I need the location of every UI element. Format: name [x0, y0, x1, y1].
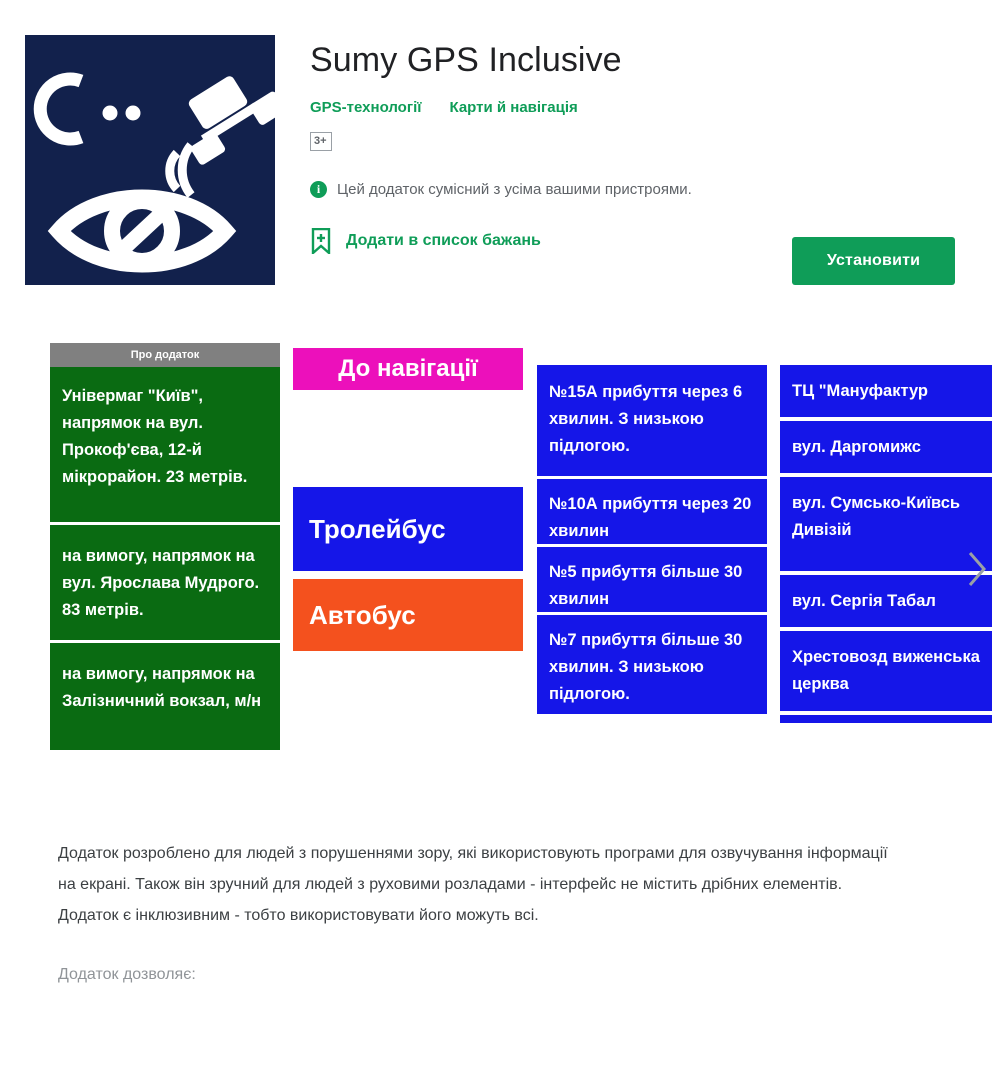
- screenshot-3-card: №10А прибуття через 20 хвилин: [537, 479, 767, 547]
- chevron-right-icon: [964, 549, 990, 589]
- description-paragraph-3: Додаток дозволяє:: [58, 966, 196, 983]
- screenshot-1-topbar: Про додаток: [50, 343, 280, 367]
- screenshot-4-card: вул. Даргомижс: [780, 421, 992, 477]
- screenshot-carousel: [50, 343, 980, 786]
- screenshot-3-card: №15А прибуття через 6 хвилин. З низькою підлогою.: [537, 365, 767, 479]
- screenshot-3-card: №7 прибуття більше 30 хвилин. З низькою підлогою.: [537, 615, 767, 717]
- wishlist-bookmark-icon: [310, 228, 332, 254]
- category-link[interactable]: Карти й навігація: [449, 99, 578, 116]
- description-paragraph-1: Додаток розроблено для людей з порушеннями зору, які використовують програми для озвучування інформації на екрані. Також він зручний для людей з руховими розладами - інтерфейс не містить дрібних елементів.: [58, 845, 888, 893]
- content-rating-badge: 3+: [310, 132, 332, 151]
- compatibility-row: [310, 181, 970, 198]
- app-icon: [25, 35, 275, 285]
- screenshot-3[interactable]: [537, 343, 767, 783]
- app-header: [25, 35, 965, 290]
- screenshot-2-nav-button: До навігації: [293, 348, 523, 390]
- app-icon-artwork: [25, 35, 275, 285]
- carousel-next-arrow[interactable]: [964, 549, 990, 589]
- app-meta-row: [310, 99, 970, 116]
- description-paragraph-2: Додаток є інклюзивним - тобто використовувати його можуть всі.: [58, 907, 539, 924]
- screenshot-1-card: Універмаг "Київ", напрямок на вул. Прокоф'єва, 12-й мікрорайон. 23 метрів.: [50, 367, 280, 525]
- screenshot-2-bus-button: Автобус: [293, 579, 523, 651]
- screenshot-1-card: на вимогу, напрямок на Залізничний вокзал, м/н: [50, 643, 280, 753]
- add-to-wishlist-button[interactable]: [310, 228, 541, 254]
- app-header-text: [310, 35, 970, 254]
- screenshot-4-card: вул. Сергія Табал: [780, 575, 992, 631]
- screenshot-4-card-partial: [780, 715, 992, 727]
- screenshot-1[interactable]: [50, 343, 280, 783]
- info-icon: i: [310, 181, 327, 198]
- screenshot-4-card: Хрестовозд виженська церква: [780, 631, 992, 715]
- compatibility-text: Цей додаток сумісний з усіма вашими пристроями.: [337, 181, 692, 198]
- screenshot-3-card: №5 прибуття більше 30 хвилин: [537, 547, 767, 615]
- wishlist-label: Додати в список бажань: [346, 232, 541, 249]
- screenshot-1-card: на вимогу, напрямок на вул. Ярослава Мудрого. 83 метрів.: [50, 525, 280, 643]
- install-button[interactable]: Установити: [792, 237, 955, 285]
- screenshot-4-card: ТЦ "Мануфактур: [780, 365, 992, 421]
- description-spacer: [58, 931, 898, 959]
- developer-link[interactable]: GPS-технології: [310, 99, 422, 116]
- screenshot-2-trolley-button: Тролейбус: [293, 487, 523, 571]
- screenshot-4[interactable]: [780, 343, 992, 783]
- screenshot-2[interactable]: [293, 343, 523, 783]
- app-description: [58, 838, 898, 990]
- page-title: Sumy GPS Inclusive: [310, 41, 622, 79]
- screenshot-4-card: вул. Сумсько-Київсь Дивізій: [780, 477, 992, 575]
